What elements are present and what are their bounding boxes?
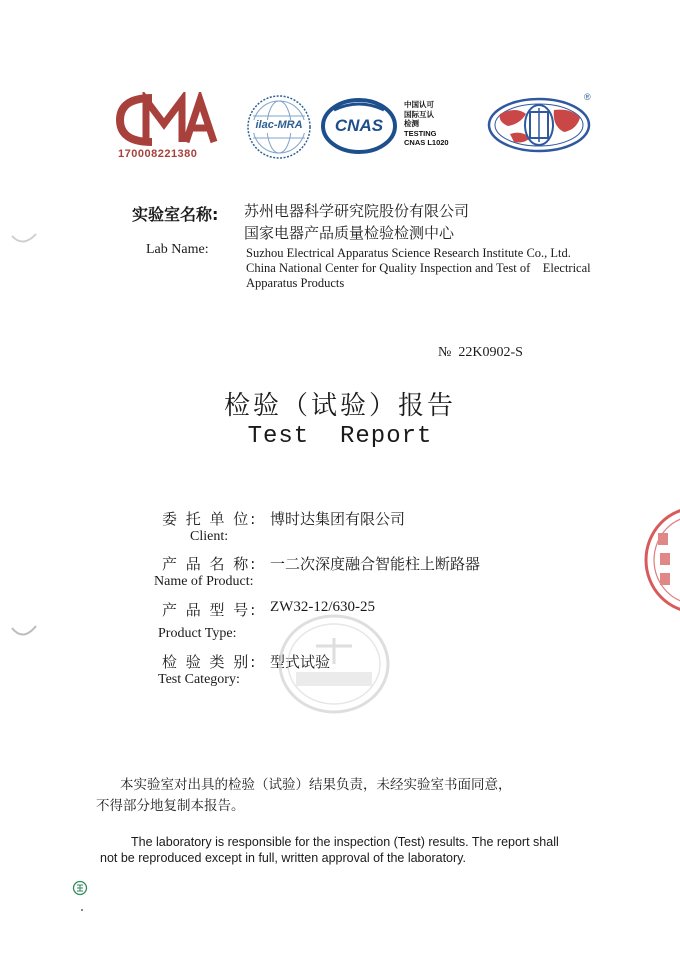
footer-mark-icon — [72, 880, 88, 896]
lab-name-zh-line1: 苏州电器科学研究院股份有限公司 — [244, 202, 470, 220]
notice-zh-line2: 不得部分地复制本报告。 — [96, 798, 245, 814]
ilac-logo — [246, 94, 312, 160]
client-label-zh: 委 托 单 位: — [162, 510, 258, 528]
test-category-value: 型式试验 — [270, 653, 331, 671]
notice-en-line2: not be reproduced except in full, written approval of the laboratory. — [100, 851, 466, 865]
cnas-text: CNAS — [334, 116, 384, 135]
gray-seal-stamp — [276, 612, 392, 716]
cnas-side-line: 国际互认 — [404, 109, 434, 119]
lab-label-zh: 实验室名称: — [132, 205, 219, 224]
red-seal-fragment — [640, 505, 680, 615]
product-name-value: 一二次深度融合智能柱上断路器 — [270, 555, 481, 573]
lab-name-en-line3: Apparatus Products — [246, 276, 345, 290]
cqc-registered-mark: ® — [584, 92, 591, 102]
product-type-label-en: Product Type: — [158, 626, 237, 641]
cma-logo — [116, 92, 222, 164]
test-category-label-zh: 检 验 类 别: — [162, 653, 258, 671]
cnas-logo — [320, 98, 460, 158]
lab-name-en-line2: China National Center for Quality Inspection and Test of Electrical — [246, 261, 591, 275]
cqc-globe-icon — [486, 96, 592, 154]
lab-name-en-line1: Suzhou Electrical Apparatus Science Research Institute Co., Ltd. — [246, 246, 571, 260]
report-title-en: Test Report — [247, 423, 433, 450]
cnas-side-line: CNAS L1020 — [404, 138, 449, 147]
product-name-label-zh: 产 品 名 称: — [162, 555, 258, 573]
lab-name-zh-line2: 国家电器产品质量检验检测中心 — [244, 224, 455, 242]
cnas-side-line: 检测 — [404, 119, 419, 128]
notice-en-line1: The laboratory is responsible for the inspection (Test) results. The report shall — [131, 835, 559, 849]
cma-emblem — [116, 92, 222, 148]
product-type-value: ZW32-12/630-25 — [270, 599, 375, 615]
cnas-side-line: TESTING — [404, 128, 437, 138]
client-label-en: Client: — [190, 529, 229, 544]
product-type-label-zh: 产 品 型 号: — [162, 601, 258, 619]
report-number: № 22K0902-S — [438, 345, 523, 360]
client-value: 博时达集团有限公司 — [270, 510, 406, 528]
cma-number: 170008221380 — [118, 148, 198, 160]
report-title-zh: 检验（试验）报告 — [223, 391, 456, 421]
notice-zh-line1: 本实验室对出具的检验（试验）结果负责，未经实验室书面同意， — [120, 777, 512, 793]
ilac-text: ilac-MRA — [255, 119, 303, 131]
cqc-logo — [486, 92, 598, 156]
cnas-side-text — [404, 100, 449, 148]
binding-hole-mark — [8, 218, 38, 248]
lab-label-en: Lab Name: — [146, 242, 209, 257]
cnas-side-line: 中国认可 — [404, 100, 434, 109]
product-name-label-en: Name of Product: — [154, 574, 254, 589]
test-category-label-en: Test Category: — [158, 672, 240, 687]
binding-hole-mark — [8, 614, 38, 644]
footer-dot — [81, 909, 83, 911]
